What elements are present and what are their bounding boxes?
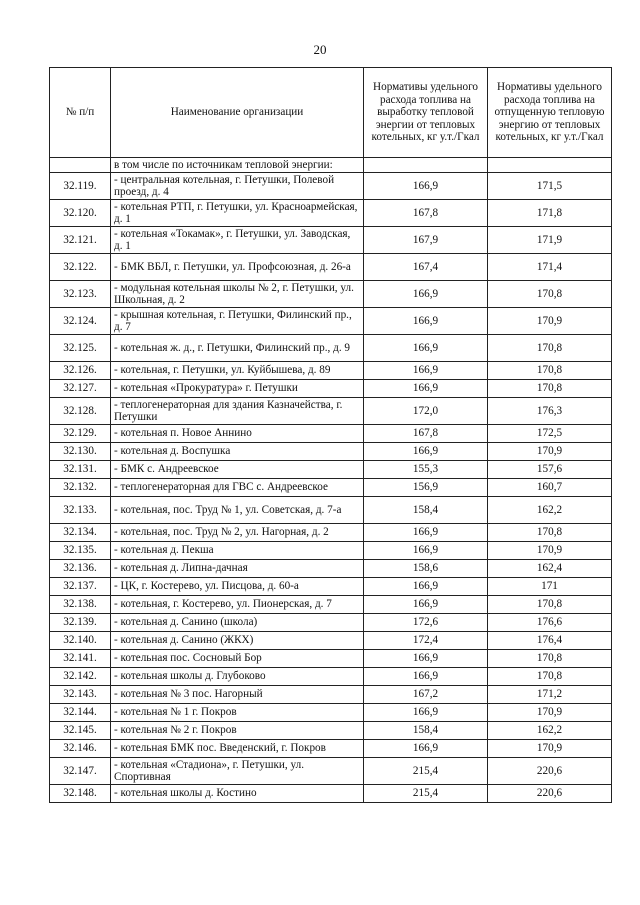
row-num: 32.143.: [50, 686, 111, 704]
row-name: - модульная котельная школы № 2, г. Петушки, ул. Школьная, д. 2: [111, 281, 364, 308]
row-value-a: 155,3: [364, 461, 488, 479]
table-row: [50, 596, 612, 614]
row-value-a: 166,9: [364, 173, 488, 200]
row-name: - котельная, г. Костерево, ул. Пионерская, д. 7: [111, 596, 364, 614]
row-value-a: 166,9: [364, 596, 488, 614]
row-num: 32.125.: [50, 335, 111, 362]
row-value-a: 167,9: [364, 227, 488, 254]
row-num: 32.142.: [50, 668, 111, 686]
table-row: [50, 479, 612, 497]
row-value-b: 220,6: [488, 758, 612, 785]
row-num: 32.131.: [50, 461, 111, 479]
header-num: № п/п: [50, 68, 111, 158]
row-value-b: 160,7: [488, 479, 612, 497]
row-value-b: 170,9: [488, 308, 612, 335]
row-value-b: 171: [488, 578, 612, 596]
row-value-b: 171,4: [488, 254, 612, 281]
row-name: - теплогенераторная для ГВС с. Андреевское: [111, 479, 364, 497]
row-name: - котельная РТП, г. Петушки, ул. Красноармейская, д. 1: [111, 200, 364, 227]
table-row: [50, 722, 612, 740]
row-value-b: 176,3: [488, 398, 612, 425]
row-num: 32.130.: [50, 443, 111, 461]
row-value-b: 170,9: [488, 542, 612, 560]
table-row: [50, 785, 612, 803]
table-row: [50, 461, 612, 479]
row-name: - котельная, пос. Труд № 1, ул. Советская, д. 7-а: [111, 497, 364, 524]
row-value-b: 171,9: [488, 227, 612, 254]
table-row: [50, 578, 612, 596]
row-num: 32.120.: [50, 200, 111, 227]
row-value-a: 167,2: [364, 686, 488, 704]
table-row: [50, 524, 612, 542]
row-num: 32.139.: [50, 614, 111, 632]
subheader-row: [50, 158, 612, 173]
row-name: - котельная № 2 г. Покров: [111, 722, 364, 740]
header-col-a: Нормативы удельного расхода топлива на выработку тепловой энергии от тепловых котельных, кг у.т./Гкал: [364, 68, 488, 158]
row-name: - котельная № 1 г. Покров: [111, 704, 364, 722]
row-value-b: 176,6: [488, 614, 612, 632]
row-name: - котельная «Токамак», г. Петушки, ул. Заводская, д. 1: [111, 227, 364, 254]
row-value-a: 156,9: [364, 479, 488, 497]
row-num: 32.133.: [50, 497, 111, 524]
row-value-a: 166,9: [364, 380, 488, 398]
row-value-b: 170,8: [488, 380, 612, 398]
row-num: 32.140.: [50, 632, 111, 650]
row-name: - котельная д. Пекша: [111, 542, 364, 560]
row-value-a: 215,4: [364, 785, 488, 803]
row-num: 32.121.: [50, 227, 111, 254]
row-value-b: 170,8: [488, 281, 612, 308]
row-value-b: 172,5: [488, 425, 612, 443]
row-name: - котельная школы д. Глубоково: [111, 668, 364, 686]
table-row: [50, 227, 612, 254]
table-row: [50, 614, 612, 632]
row-num: 32.144.: [50, 704, 111, 722]
row-num: 32.126.: [50, 362, 111, 380]
table-row: [50, 497, 612, 524]
table-row: [50, 425, 612, 443]
row-name: - котельная, г. Петушки, ул. Куйбышева, д. 89: [111, 362, 364, 380]
table-row: [50, 632, 612, 650]
row-value-a: 166,9: [364, 704, 488, 722]
row-num: 32.127.: [50, 380, 111, 398]
row-value-a: 158,4: [364, 497, 488, 524]
row-value-a: 172,6: [364, 614, 488, 632]
row-value-b: 170,9: [488, 704, 612, 722]
row-value-b: 170,8: [488, 650, 612, 668]
row-name: - центральная котельная, г. Петушки, Полевой проезд, д. 4: [111, 173, 364, 200]
row-value-a: 215,4: [364, 758, 488, 785]
row-value-a: 167,8: [364, 425, 488, 443]
row-name: - котельная п. Новое Аннино: [111, 425, 364, 443]
row-num: 32.132.: [50, 479, 111, 497]
page-number: 20: [313, 42, 327, 57]
row-name: - котельная школы д. Костино: [111, 785, 364, 803]
row-value-b: 162,2: [488, 722, 612, 740]
table-row: [50, 542, 612, 560]
row-value-a: 158,6: [364, 560, 488, 578]
table-row: [50, 668, 612, 686]
table-row: [50, 200, 612, 227]
row-num: 32.128.: [50, 398, 111, 425]
table-row: [50, 686, 612, 704]
row-value-a: 166,9: [364, 524, 488, 542]
header-col-b: Нормативы удельного расхода топлива на отпущенную тепловую энергию от тепловых котельных, кг у.т./Гкал: [488, 68, 612, 158]
row-value-b: 170,9: [488, 740, 612, 758]
row-value-b: 220,6: [488, 785, 612, 803]
row-name: - БМК с. Андреевское: [111, 461, 364, 479]
row-num: 32.146.: [50, 740, 111, 758]
row-name: - котельная д. Липна-дачная: [111, 560, 364, 578]
row-name: - котельная БМК пос. Введенский, г. Покров: [111, 740, 364, 758]
row-num: 32.148.: [50, 785, 111, 803]
row-value-b: 171,5: [488, 173, 612, 200]
row-value-a: 166,9: [364, 668, 488, 686]
row-value-a: 172,4: [364, 632, 488, 650]
table-row: [50, 704, 612, 722]
table-row: [50, 308, 612, 335]
row-num: 32.137.: [50, 578, 111, 596]
row-num: 32.136.: [50, 560, 111, 578]
row-name: - ЦК, г. Костерево, ул. Писцова, д. 60-а: [111, 578, 364, 596]
table-row: [50, 398, 612, 425]
row-value-a: 166,9: [364, 308, 488, 335]
row-name: - крышная котельная, г. Петушки, Филинский пр., д. 7: [111, 308, 364, 335]
row-name: - котельная д. Санино (ЖКХ): [111, 632, 364, 650]
row-value-b: 170,8: [488, 335, 612, 362]
table-row: [50, 254, 612, 281]
table-row: [50, 650, 612, 668]
row-value-a: 166,9: [364, 578, 488, 596]
row-num: 32.129.: [50, 425, 111, 443]
header-name: Наименование организации: [111, 68, 364, 158]
row-num: 32.119.: [50, 173, 111, 200]
row-value-a: 166,9: [364, 650, 488, 668]
row-name: - котельная пос. Сосновый Бор: [111, 650, 364, 668]
row-num: 32.138.: [50, 596, 111, 614]
row-num: 32.123.: [50, 281, 111, 308]
row-value-a: 166,9: [364, 281, 488, 308]
row-num: 32.141.: [50, 650, 111, 668]
row-value-b: 171,2: [488, 686, 612, 704]
row-name: - БМК ВБЛ, г. Петушки, ул. Профсоюзная, д. 26-а: [111, 254, 364, 281]
row-value-b: 162,4: [488, 560, 612, 578]
row-value-b: 171,8: [488, 200, 612, 227]
table-row: [50, 560, 612, 578]
row-name: - котельная д. Воспушка: [111, 443, 364, 461]
row-num: 32.134.: [50, 524, 111, 542]
row-value-a: 166,9: [364, 362, 488, 380]
table-row: [50, 362, 612, 380]
row-value-b: 162,2: [488, 497, 612, 524]
row-value-a: 167,4: [364, 254, 488, 281]
row-num: 32.135.: [50, 542, 111, 560]
table-header-row: [50, 68, 612, 158]
row-value-b: 176,4: [488, 632, 612, 650]
table-row: [50, 443, 612, 461]
table-row: [50, 335, 612, 362]
row-name: - котельная ж. д., г. Петушки, Филинский пр., д. 9: [111, 335, 364, 362]
row-name: - котельная № 3 пос. Нагорный: [111, 686, 364, 704]
row-value-b: 170,8: [488, 596, 612, 614]
table-row: [50, 380, 612, 398]
row-value-a: 166,9: [364, 443, 488, 461]
row-value-b: 170,8: [488, 668, 612, 686]
row-name: - котельная, пос. Труд № 2, ул. Нагорная, д. 2: [111, 524, 364, 542]
row-num: 32.147.: [50, 758, 111, 785]
norms-table: [49, 67, 612, 803]
row-value-b: 157,6: [488, 461, 612, 479]
row-value-b: 170,9: [488, 443, 612, 461]
row-value-b: 170,8: [488, 362, 612, 380]
row-num: 32.122.: [50, 254, 111, 281]
subheader-text: в том числе по источникам тепловой энергии:: [111, 158, 364, 173]
row-value-a: 172,0: [364, 398, 488, 425]
row-value-a: 167,8: [364, 200, 488, 227]
row-name: - котельная «Прокуратура» г. Петушки: [111, 380, 364, 398]
row-name: - котельная д. Санино (школа): [111, 614, 364, 632]
row-value-a: 166,9: [364, 740, 488, 758]
row-name: - теплогенераторная для здания Казначейства, г. Петушки: [111, 398, 364, 425]
table-row: [50, 758, 612, 785]
row-value-b: 170,8: [488, 524, 612, 542]
row-value-a: 166,9: [364, 542, 488, 560]
table-row: [50, 281, 612, 308]
table-row: [50, 173, 612, 200]
row-name: - котельная «Стадиона», г. Петушки, ул. Спортивная: [111, 758, 364, 785]
row-num: 32.124.: [50, 308, 111, 335]
row-num: 32.145.: [50, 722, 111, 740]
table-row: [50, 740, 612, 758]
row-value-a: 166,9: [364, 335, 488, 362]
row-value-a: 158,4: [364, 722, 488, 740]
